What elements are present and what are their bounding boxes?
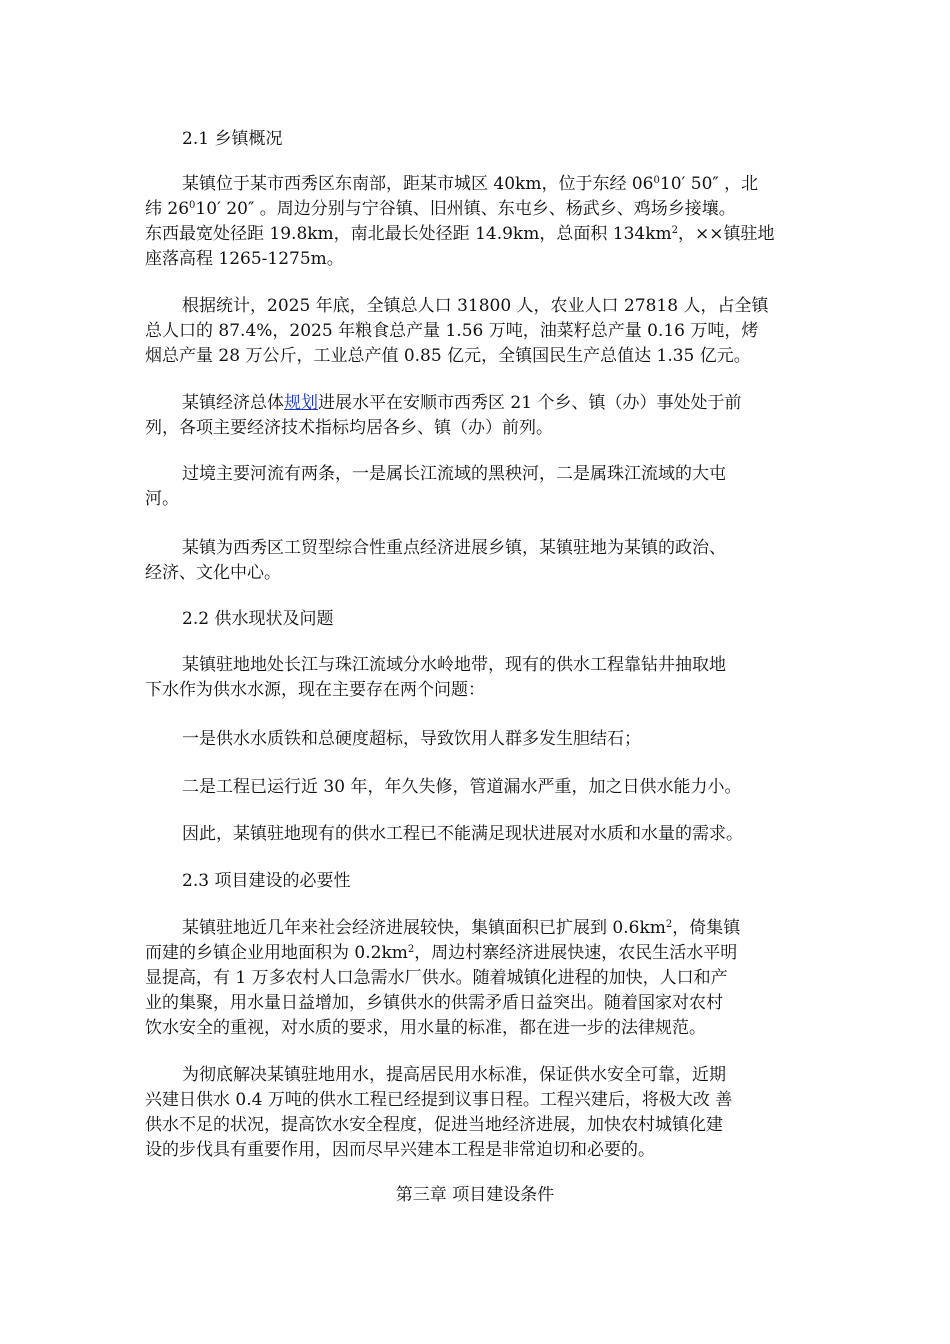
paragraph-statistics xyxy=(145,294,805,369)
section-heading-2-3: 2.3 项目建设的必要性 xyxy=(182,871,351,891)
text-line: 河。 xyxy=(145,489,179,509)
paragraph-problem-1 xyxy=(145,727,805,752)
paragraph-solution xyxy=(145,1063,805,1163)
paragraph-water-status xyxy=(145,653,805,703)
text-line: 根据统计，2025 年底，全镇总人口 31800 人，农业人口 27818 人，占全镇 xyxy=(182,296,769,316)
text-line: 而建的乡镇企业用地面积为 $0.2km^2$，周边村寨经济进展快速，农民生活水平明 xyxy=(145,943,738,963)
text-line: 烟总产量 28 万公斤，工业总产值 0.85 亿元，全镇国民生产总值达 1.35 亿元。 xyxy=(145,346,751,366)
text-line: 下水作为供水水源，现在主要存在两个问题： xyxy=(145,680,485,700)
text-line: 某镇为西秀区工贸型综合性重点经济进展乡镇，某镇驻地为某镇的政治、 xyxy=(182,538,726,558)
section-heading-2-1: 2.1 乡镇概况 xyxy=(182,129,283,149)
paragraph-center xyxy=(145,536,805,586)
section-heading-2-2: 2.2 供水现状及问题 xyxy=(182,609,334,629)
text-line: 过境主要河流有两条，一是属长江流域的黑秧河，二是属珠江流域的大屯 xyxy=(182,464,726,484)
paragraph-conclusion xyxy=(145,822,805,847)
text-line: 东西最宽处径距 19.8km，南北最长处径距 14.9km，总面积 $134km^2$，××镇驻地 xyxy=(145,224,775,244)
text-line: 纬 $26^010'$ 20″ 。周边分别与宁谷镇、旧州镇、东屯乡、杨武乡、鸡场乡接壤。 xyxy=(145,199,736,219)
paragraph-economy xyxy=(145,391,805,441)
chapter-title: 第三章 项目建设条件 xyxy=(395,1185,555,1205)
paragraph-location xyxy=(145,172,805,272)
text-line: 列，各项主要经济技术指标均居各乡、镇（办）前列。 xyxy=(145,418,553,438)
text-line: 为彻底解决某镇驻地用水，提高居民用水标准，保证供水安全可靠，近期 xyxy=(182,1065,726,1085)
text-line: 某镇位于某市西秀区东南部，距某市城区 40km，位于东经 $06^010'$ 50″ ，北 xyxy=(182,174,759,194)
paragraph-problem-2 xyxy=(145,775,805,800)
text-line: 显提高，有 1 万多农村人口急需水厂供水。随着城镇化进程的加快，人口和产 xyxy=(145,968,728,988)
text-line: 供水不足的状况，提高饮水安全程度，促进当地经济进展，加快农村城镇化建 xyxy=(145,1115,723,1135)
text-line: 某镇驻地近几年来社会经济进展较快，集镇面积已扩展到 $0.6km^2$，倚集镇 xyxy=(182,918,741,938)
text-line: 某镇驻地地处长江与珠江流域分水岭地带，现有的供水工程靠钻井抽取地 xyxy=(182,655,726,675)
text-line: 设的步伐具有重要作用，因而尽早兴建本工程是非常迫切和必要的。 xyxy=(145,1140,655,1160)
text-line: 饮水安全的重视，对水质的要求，用水量的标准，都在进一步的法律规范。 xyxy=(145,1018,706,1038)
paragraph-rivers xyxy=(145,462,805,512)
text-line: 经济、文化中心。 xyxy=(145,563,281,583)
text-line: 总人口的 87.4%，2025 年粮食总产量 1.56 万吨，油菜籽总产量 0.16 万吨，烤 xyxy=(145,321,759,341)
text-line: 兴建日供水 0.4 万吨的供水工程已经提到议事日程。工程兴建后，将极大改 善 xyxy=(145,1090,733,1110)
paragraph-necessity xyxy=(145,916,805,1041)
text-line: 一是供水水质铁和总硬度超标，导致饮用人群多发生胆结石； xyxy=(182,729,641,749)
planning-link[interactable]: 规划 xyxy=(284,393,318,413)
text-line: 二是工程已运行近 30 年，年久失修，管道漏水严重，加之日供水能力小。 xyxy=(182,777,742,797)
text-line: 座落高程 1265-1275m。 xyxy=(145,249,344,269)
text-line: 因此，某镇驻地现有的供水工程已不能满足现状进展对水质和水量的需求。 xyxy=(182,824,743,844)
text-line: 某镇经济总体规划进展水平在安顺市西秀区 21 个乡、镇（办）事处处于前 xyxy=(182,393,742,413)
text-line: 业的集聚，用水量日益增加，乡镇供水的供需矛盾日益突出。随着国家对农村 xyxy=(145,993,723,1013)
